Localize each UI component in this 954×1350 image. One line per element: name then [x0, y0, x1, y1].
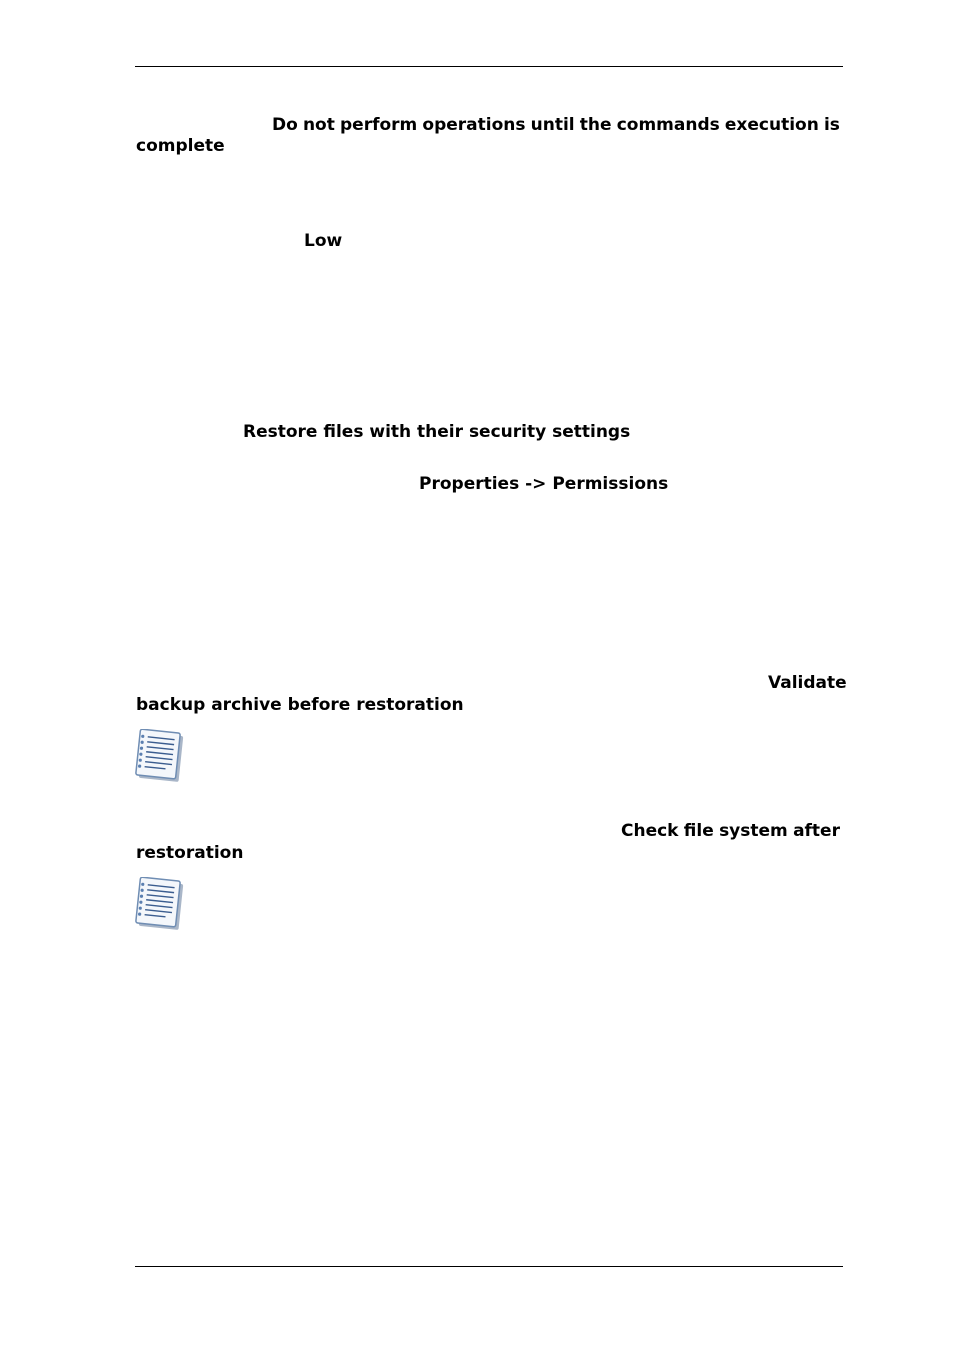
option-check-fs-line2: restoration: [136, 843, 244, 863]
word: perform: [340, 115, 418, 135]
priority-low-label: Low: [304, 231, 343, 251]
note-icon: [135, 729, 185, 783]
word: commands: [616, 115, 720, 135]
word: system: [719, 821, 788, 841]
word: not: [302, 115, 335, 135]
word: after: [793, 821, 840, 841]
note-icon: [135, 877, 185, 931]
header-rule: [135, 66, 843, 67]
word: the: [579, 115, 612, 135]
word: execution: [724, 115, 819, 135]
word: is: [823, 115, 840, 135]
word: until: [530, 115, 575, 135]
option-restore-security-settings: Restore files with their security settings: [243, 422, 631, 442]
word: Check: [621, 821, 679, 841]
word: Do: [272, 115, 298, 135]
option-check-fs-line1: [621, 820, 840, 842]
word: file: [683, 821, 714, 841]
properties-permissions-path: Properties -> Permissions: [419, 474, 669, 494]
option-validate-line2: backup archive before restoration: [136, 695, 464, 715]
option-do-not-perform-line2: complete: [136, 136, 225, 156]
option-do-not-perform-line1: [272, 114, 840, 136]
footer-rule: [135, 1266, 843, 1267]
option-validate-line1: Validate: [768, 673, 847, 693]
word: operations: [422, 115, 526, 135]
